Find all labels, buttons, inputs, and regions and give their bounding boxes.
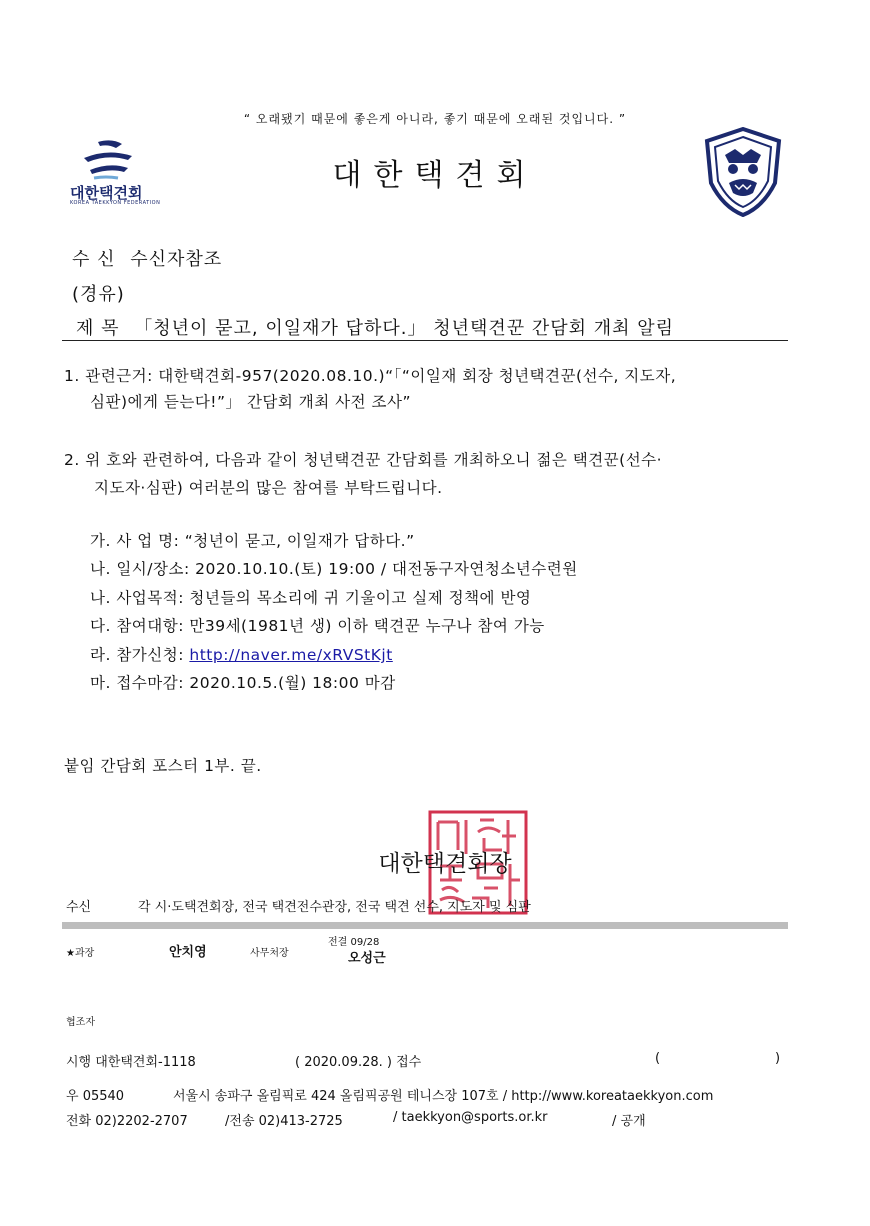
mask-emblem-icon	[703, 127, 783, 217]
distribution-label: 수신	[66, 900, 92, 915]
list-item	[90, 614, 545, 636]
subject-row	[76, 314, 674, 340]
footer-disclosure: / 공개	[612, 1114, 646, 1129]
divider-bar	[62, 922, 788, 929]
footer-postal: 우 05540	[66, 1089, 125, 1104]
item-value: 청년들의 목소리에 귀 기울이고 실제 정책에 반영	[189, 589, 532, 607]
item-value: “청년이 묻고, 이일재가 답하다.”	[184, 532, 415, 550]
item-label: 가. 사 업 명:	[90, 532, 185, 550]
item-label: 마. 접수마감:	[90, 674, 190, 692]
signature-title: 대한택견회장	[378, 851, 512, 877]
via-label: (경유)	[72, 284, 125, 305]
logo-name: 대한택견회	[70, 184, 143, 202]
motto: “ 오래됐기 때문에 좋은게 아니라, 좋기 때문에 오래된 것입니다. ”	[243, 112, 627, 126]
footer-received: ( 2020.09.28. ) 접수	[295, 1055, 422, 1070]
distribution-value: 각 시·도택견회장, 전국 택견전수관장, 전국 택견 선수, 지도자 및 심판	[138, 900, 531, 915]
cooperator-label: 협조자	[66, 1017, 95, 1028]
logo-subtitle: KOREA TAEKKYON FEDERATION	[70, 200, 161, 206]
subject-label: 제 목	[76, 318, 120, 339]
paragraph-1-line-2: 심판)에게 듣는다!”」 간담회 개최 사전 조사”	[90, 393, 412, 411]
attachment-note: 붙임 간담회 포스터 1부. 끝.	[64, 757, 262, 775]
approval-note: 전결 09/28	[328, 937, 380, 948]
paragraph-1-line-1: 1. 관련근거: 대한택견회-957(2020.08.10.)“「“이일재 회장 청년택견꾼(선수, 지도자,	[64, 367, 677, 385]
organization-title: 대한택견회	[332, 158, 538, 193]
item-label: 라. 참가신청:	[90, 646, 190, 664]
approval-role-1: ★과장	[66, 948, 95, 959]
item-value: 2020.10.10.(토) 19:00 / 대전동구자연청소년수련원	[195, 560, 578, 578]
approval-role-2: 사무처장	[250, 948, 289, 959]
list-item	[90, 643, 393, 665]
footer-email: / taekkyon@sports.or.kr	[393, 1110, 548, 1125]
list-item	[90, 671, 396, 693]
header-divider	[62, 340, 788, 341]
list-item	[90, 529, 415, 551]
item-label: 나. 일시/장소:	[90, 560, 196, 578]
footer-paren-close: )	[775, 1051, 781, 1066]
item-label: 다. 참여대항:	[90, 617, 190, 635]
approver-name-2: 오성근	[348, 951, 386, 966]
recipient-value: 수신자참조	[130, 249, 223, 270]
footer-phone: 전화 02)2202-2707	[66, 1114, 188, 1129]
recipient-label: 수 신	[72, 249, 116, 270]
list-item	[90, 586, 531, 608]
footer-fax: /전송 02)413-2725	[225, 1114, 343, 1129]
list-item	[90, 557, 578, 579]
footer-address: 서울시 송파구 올림픽로 424 올림픽공원 테니스장 107호 / http://www.koreataekkyon.com	[173, 1089, 714, 1104]
footer-paren-open: (	[655, 1051, 661, 1066]
recipient-row	[72, 245, 222, 271]
registration-link[interactable]: http://naver.me/xRVStKjt	[189, 646, 393, 664]
item-label: 나. 사업목적:	[90, 589, 190, 607]
paragraph-2-line-1: 2. 위 호와 관련하여, 다음과 같이 청년택견꾼 간담회를 개최하오니 젊은 택견꾼(선수·	[64, 451, 663, 469]
paragraph-2-line-2: 지도자·심판) 여러분의 많은 참여를 부탁드립니다.	[94, 479, 443, 497]
footer-enforcement: 시행 대한택견회-1118	[66, 1055, 196, 1070]
item-value: 만39세(1981년 생) 이하 택견꾼 누구나 참여 가능	[189, 617, 545, 635]
subject-value: 「청년이 묻고, 이일재가 답하다.」 청년택견꾼 간담회 개최 알림	[134, 318, 675, 339]
item-value: 2020.10.5.(월) 18:00 마감	[189, 674, 396, 692]
approver-name-1: 안치영	[169, 945, 207, 960]
